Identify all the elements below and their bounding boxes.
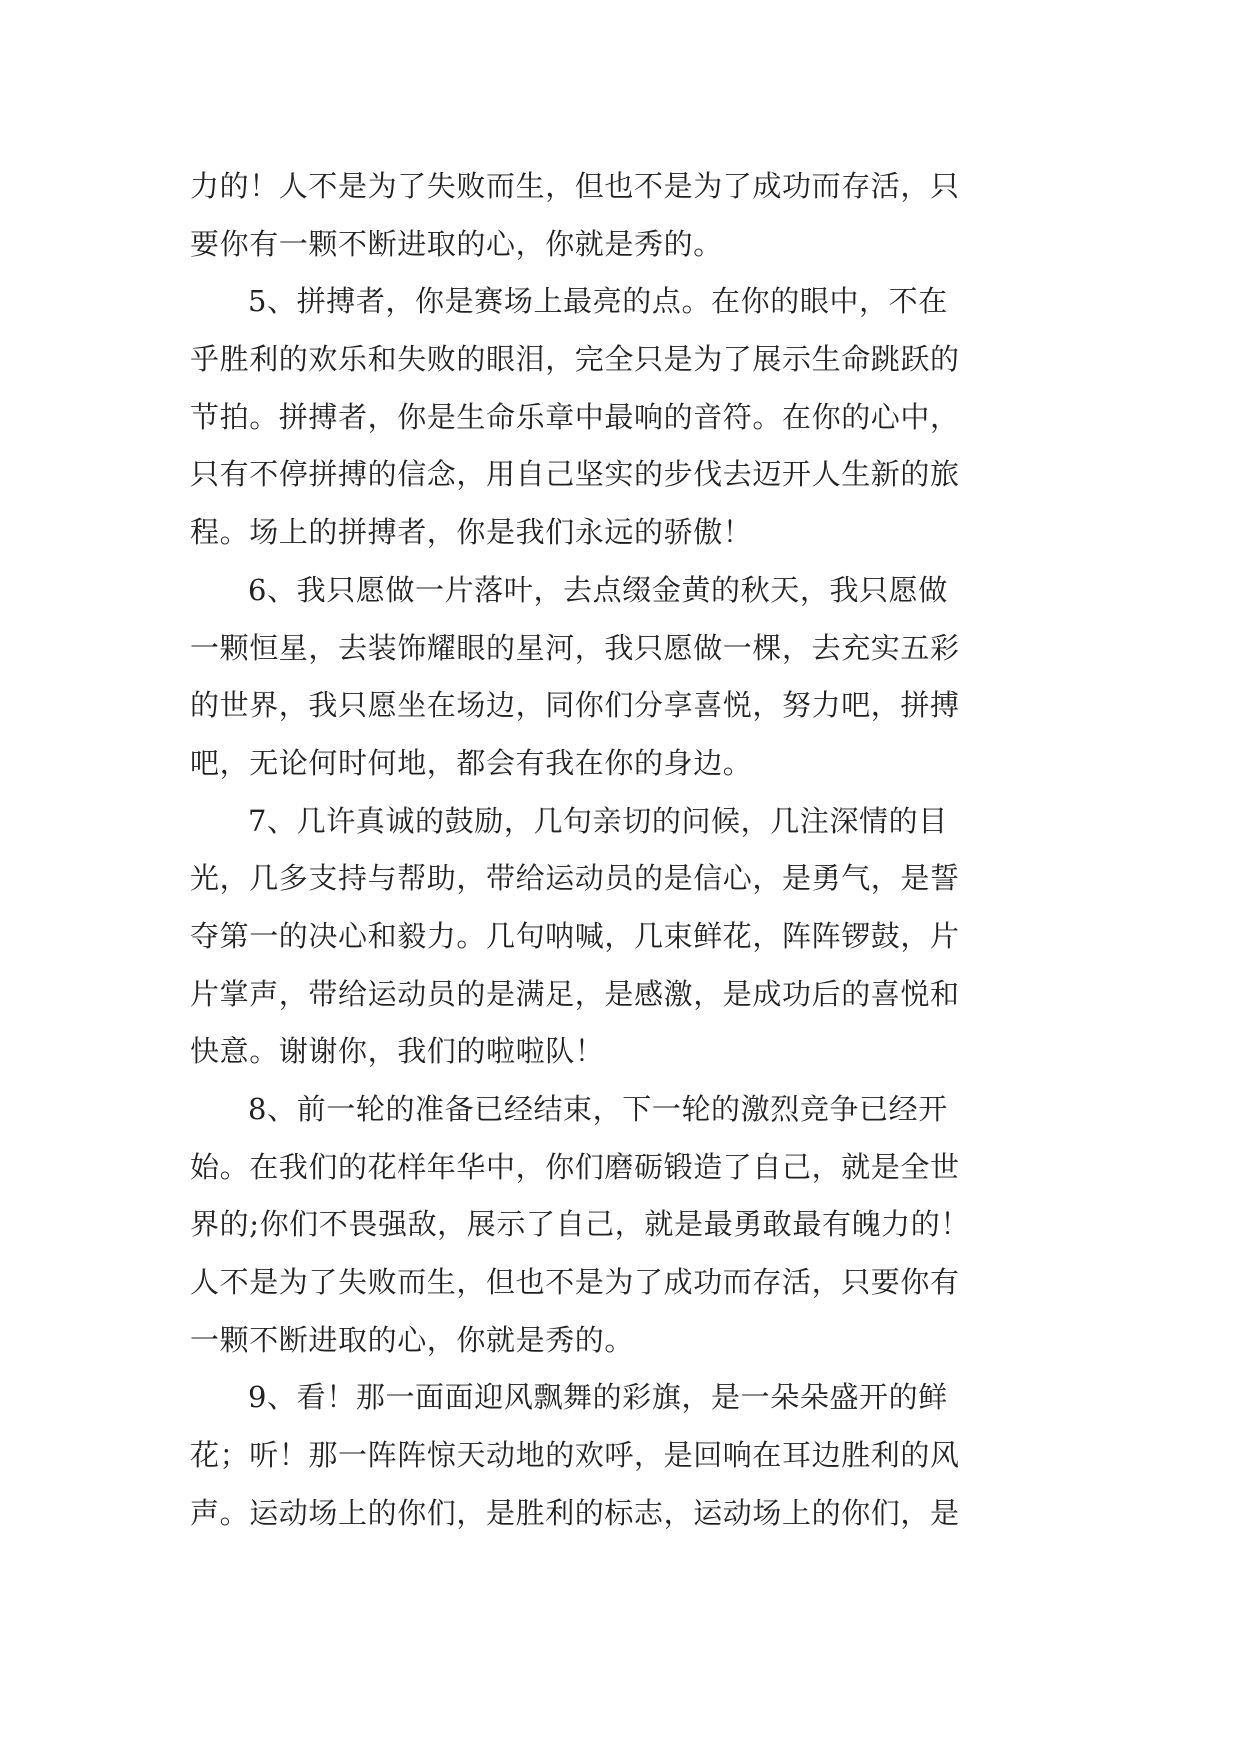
text-line: 声。运动场上的你们，是胜利的标志，运动场上的你们，是 [190, 1495, 960, 1530]
paragraph-start-line: 5、拼搏者，你是赛场上最亮的点。在你的眼中，不在 [248, 284, 948, 319]
text-line: 力的！人不是为了失败而生，但也不是为了成功而存活，只 [190, 169, 960, 203]
text-line: 的世界，我只愿坐在场边，同你们分享喜悦，努力吧，拼搏 [190, 688, 960, 723]
text-line: 夺第一的决心和毅力。几句呐喊，几束鲜花，阵阵锣鼓，片 [190, 918, 960, 953]
text-line: 只有不停拼搏的信念，用自己坚实的步伐去迈开人生新的旅 [190, 457, 960, 492]
text-line: 片掌声，带给运动员的是满足，是感激，是成功后的喜悦和 [190, 976, 960, 1011]
paragraph-start-line: 9、看！那一面面迎风飘舞的彩旗，是一朵朵盛开的鲜 [248, 1380, 948, 1415]
text-line: 程。场上的拼搏者，你是我们永远的骄傲！ [190, 515, 753, 550]
text-line: 一颗恒星，去装饰耀眼的星河，我只愿做一棵，去充实五彩 [190, 630, 960, 665]
paragraph-start-line: 8、前一轮的准备已经结束，下一轮的激烈竞争已经开 [248, 1092, 948, 1126]
text-line: 始。在我们的花样年华中，你们磨砺锻造了自己，就是全世 [190, 1149, 960, 1184]
text-line: 光，几多支持与帮助，带给运动员的是信心，是勇气，是誓 [190, 861, 960, 896]
text-line: 要你有一颗不断进取的心，你就是秀的。 [190, 226, 723, 261]
paragraph-start-line: 7、几许真诚的鼓励，几句亲切的问候，几注深情的目 [248, 803, 948, 838]
text-line: 快意。谢谢你，我们的啦啦队！ [190, 1034, 605, 1069]
document-body [190, 158, 1052, 1543]
text-line: 一颗不断进取的心，你就是秀的。 [190, 1322, 635, 1357]
paragraph-start-line: 6、我只愿做一片落叶，去点缀金黄的秋天，我只愿做 [248, 572, 948, 607]
text-line: 吧，无论何时何地，都会有我在你的身边。 [190, 745, 753, 780]
text-line: 花；听！那一阵阵惊天动地的欢呼，是回响在耳边胜利的风 [190, 1438, 960, 1473]
text-line: 乎胜利的欢乐和失败的眼泪，完全只是为了展示生命跳跃的 [190, 342, 960, 377]
text-line: 节拍。拼搏者，你是生命乐章中最响的音符。在你的心中， [190, 399, 960, 434]
text-line: 界的;你们不畏强敌，展示了自己，就是最勇敢最有魄力的！ [190, 1207, 970, 1242]
text-line: 人不是为了失败而生，但也不是为了成功而存活，只要你有 [190, 1265, 960, 1300]
